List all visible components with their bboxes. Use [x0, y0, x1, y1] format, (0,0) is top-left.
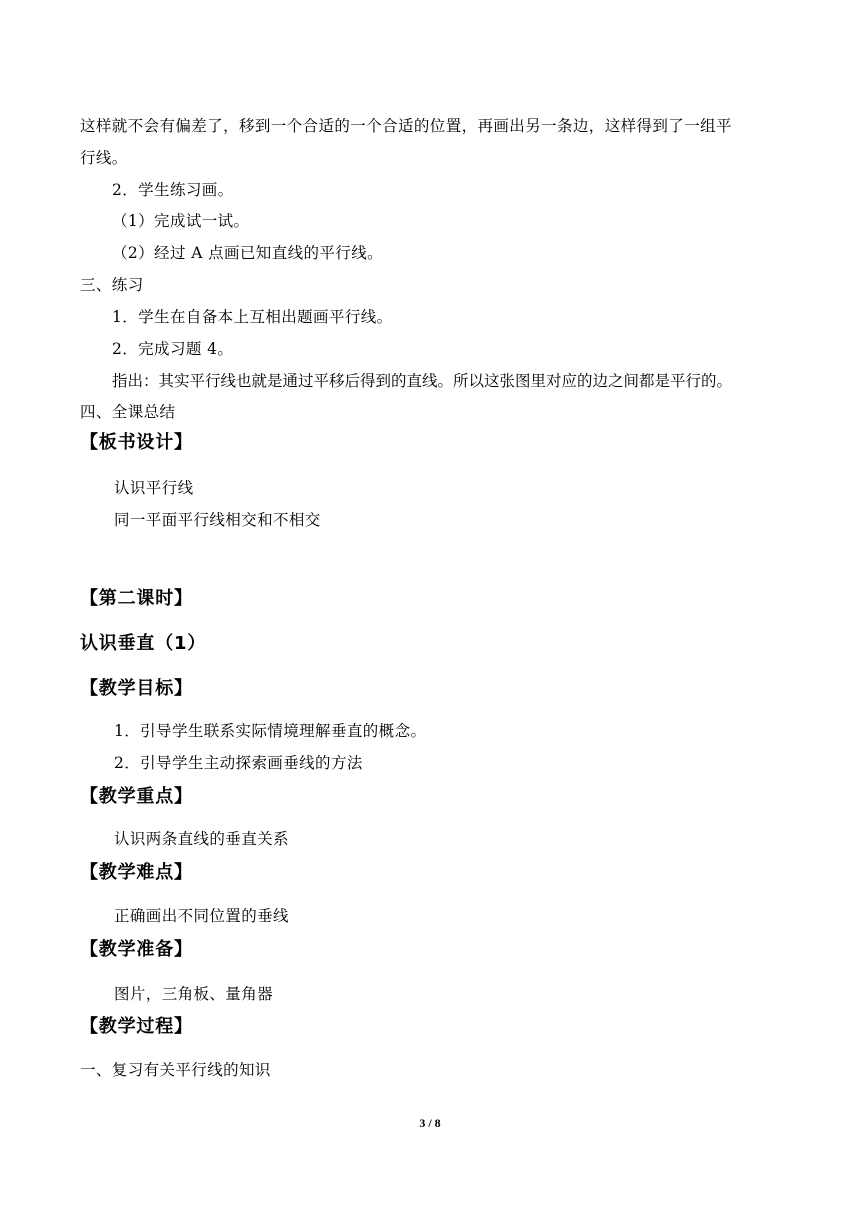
key-points-text: 认识两条直线的垂直关系: [114, 830, 289, 848]
board-design-line-2: 同一平面平行线相交和不相交: [114, 511, 321, 529]
difficulty-heading: 【教学难点】: [80, 862, 193, 883]
goal-item-2: 2．引导学生主动探索画垂线的方法: [114, 754, 363, 772]
key-points-heading: 【教学重点】: [80, 786, 193, 807]
page-number: 3 / 8: [419, 1116, 441, 1130]
substep-point-a: （2）经过 A 点画已知直线的平行线。: [112, 244, 384, 262]
preparation-heading: 【教学准备】: [80, 939, 193, 960]
practice-item-1: 1．学生在自备本上互相出题画平行线。: [112, 308, 393, 326]
step-student-practice: 2．学生练习画。: [112, 181, 234, 199]
section-practice: 三、练习: [80, 276, 144, 294]
practice-item-2: 2．完成习题 4。: [112, 340, 234, 358]
board-design-heading: 【板书设计】: [80, 432, 193, 453]
section-summary: 四、全课总结: [80, 403, 176, 421]
difficulty-text: 正确画出不同位置的垂线: [114, 907, 289, 925]
preparation-text: 图片，三角板、量角器: [114, 985, 274, 1003]
process-heading: 【教学过程】: [80, 1016, 193, 1037]
board-design-line-1: 认识平行线: [114, 479, 194, 497]
goal-item-1: 1．引导学生联系实际情境理解垂直的概念。: [114, 722, 427, 740]
paragraph-continuation: 这样就不会有偏差了，移到一个合适的一个合适的位置，再画出另一条边，这样得到了一组平: [80, 117, 732, 135]
process-first-step: 一、复习有关平行线的知识: [80, 1061, 271, 1079]
practice-note: 指出：其实平行线也就是通过平移后得到的直线。所以这张图里对应的边之间都是平行的。: [112, 372, 733, 390]
substep-try: （1）完成试一试。: [112, 212, 250, 230]
goals-heading: 【教学目标】: [80, 678, 193, 699]
lesson2-heading: 【第二课时】: [80, 588, 193, 609]
paragraph-continuation-end: 行线。: [80, 149, 128, 167]
lesson2-title: 认识垂直（1）: [80, 633, 207, 654]
